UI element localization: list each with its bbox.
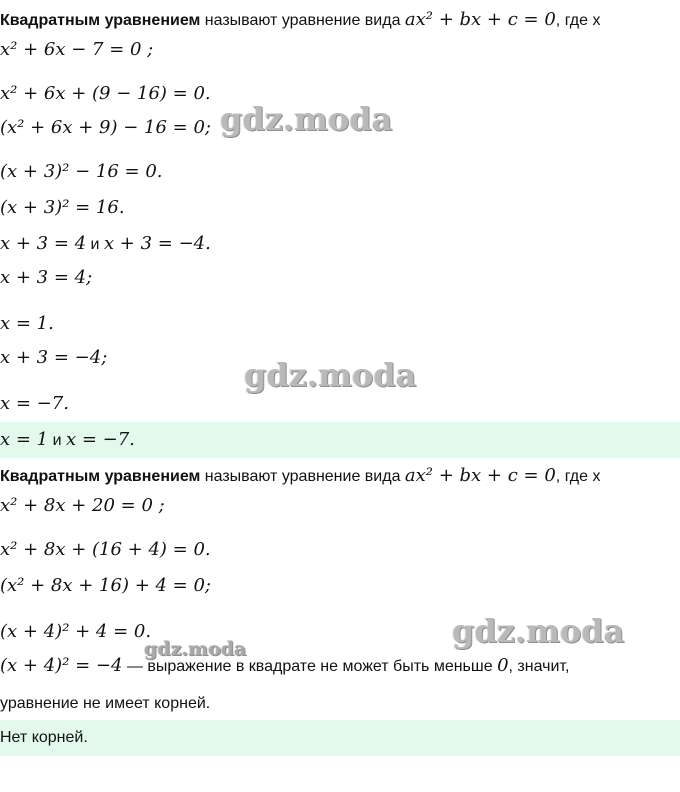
intro-line-1 — [0, 8, 680, 32]
intro-line-2 — [0, 464, 680, 488]
watermark-logo: gdz.moda — [244, 356, 417, 394]
no-root-reason: (x + 4)² = −4 — выражение в квадрате не может быть меньше 0, значит, — [0, 655, 570, 676]
root-1: x = 1. — [0, 313, 54, 334]
term-bold: Квадратным уравнением — [0, 468, 201, 485]
intro-tail: , где x — [555, 468, 601, 485]
intro-tail: , где x — [555, 12, 601, 29]
step-1-2: (x² + 6x + 9) − 16 = 0; — [0, 117, 211, 138]
general-formula: ax² + bx + c = 0 — [404, 9, 556, 30]
case-1: x + 3 = 4; — [0, 267, 93, 288]
conclusion: уравнение не имеет корней. — [0, 695, 211, 712]
split-line: x + 3 = 4 и x + 3 = −4. — [0, 233, 211, 254]
answer-1: x = 1 и x = −7. — [0, 422, 680, 458]
step-2-2: (x² + 8x + 16) + 4 = 0; — [0, 575, 211, 596]
step-1-4: (x + 3)² = 16. — [0, 197, 125, 218]
watermark-logo-small: gdz.moda — [144, 638, 247, 660]
intro-text: называют уравнение вида — [200, 12, 405, 29]
step-1-1: x² + 6x + (9 − 16) = 0. — [0, 83, 211, 104]
case-2: x + 3 = −4; — [0, 347, 108, 368]
watermark-logo: gdz.moda — [220, 100, 393, 138]
watermark-logo: gdz.moda — [452, 612, 625, 650]
term-bold: Квадратным уравнением — [0, 12, 201, 29]
general-formula: ax² + bx + c = 0 — [404, 465, 556, 486]
root-2: x = −7. — [0, 393, 69, 414]
step-2-3: (x + 4)² + 4 = 0. — [0, 621, 152, 642]
step-1-3: (x + 3)² − 16 = 0. — [0, 161, 163, 182]
equation-2: x² + 8x + 20 = 0 ; — [0, 495, 165, 516]
step-2-1: x² + 8x + (16 + 4) = 0. — [0, 539, 211, 560]
intro-text: называют уравнение вида — [200, 468, 405, 485]
equation-1: x² + 6x − 7 = 0 ; — [0, 39, 154, 60]
answer-2: Нет корней. — [0, 720, 680, 756]
